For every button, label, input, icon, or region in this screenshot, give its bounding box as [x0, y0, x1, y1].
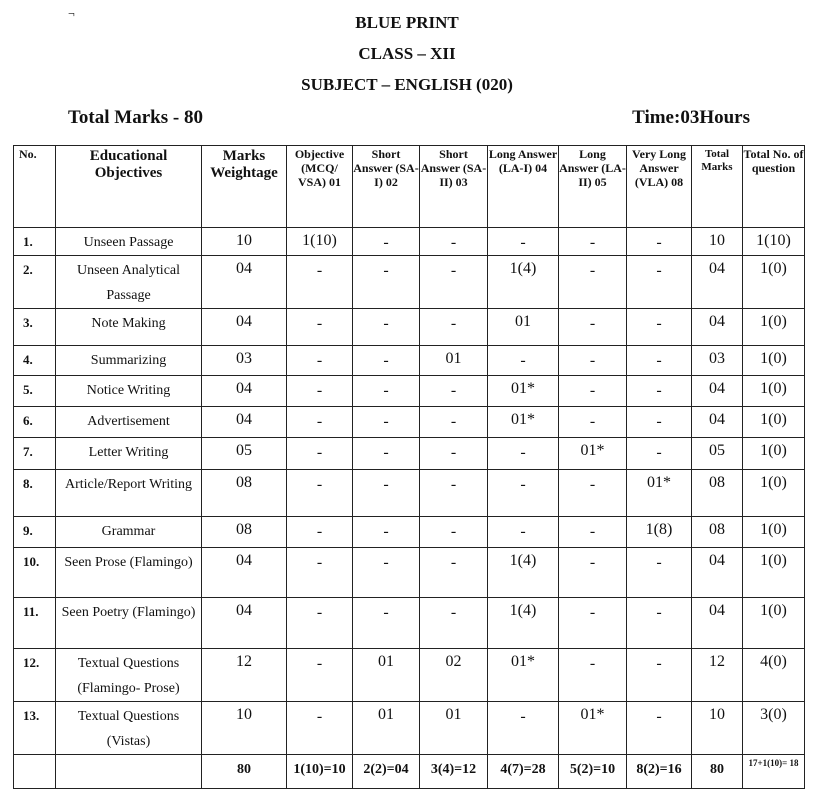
row-marks: 08 [202, 470, 287, 517]
row-objective: Unseen Analytical Passage [56, 256, 202, 309]
row-sa1: - [353, 517, 420, 548]
row-objective: Article/Report Writing [56, 470, 202, 517]
doc-title: BLUE PRINT [355, 13, 459, 32]
row-vla: - [627, 376, 692, 407]
row-objective: Unseen Passage [56, 228, 202, 256]
row-objective: Textual Questions (Vistas) [56, 702, 202, 755]
row-la1: - [488, 346, 559, 376]
row-la1: 01 [488, 309, 559, 346]
table-row [14, 649, 805, 702]
row-vla: - [627, 228, 692, 256]
table-row [14, 309, 805, 346]
row-objective-mcq: - [287, 346, 353, 376]
row-total-questions: 1(10) [743, 228, 805, 256]
row-vla: - [627, 598, 692, 649]
row-sa1: - [353, 470, 420, 517]
row-sa1: 01 [353, 702, 420, 755]
row-no: 3. [14, 309, 56, 346]
row-sa2: - [420, 376, 488, 407]
row-objective-mcq: - [287, 438, 353, 470]
row-sa2: 02 [420, 649, 488, 702]
row-marks: 10 [202, 228, 287, 256]
row-vla: - [627, 407, 692, 438]
total-row-marks: 80 [202, 755, 287, 789]
row-marks: 12 [202, 649, 287, 702]
row-marks: 04 [202, 598, 287, 649]
row-vla: - [627, 256, 692, 309]
row-la2: - [559, 470, 627, 517]
row-vla: - [627, 649, 692, 702]
row-marks: 10 [202, 702, 287, 755]
header-no: No. [14, 146, 56, 228]
row-la1: 1(4) [488, 598, 559, 649]
row-vla: - [627, 702, 692, 755]
row-objective: Seen Poetry (Flamingo) [56, 598, 202, 649]
row-no: 6. [14, 407, 56, 438]
row-objective: Advertisement [56, 407, 202, 438]
row-marks: 04 [202, 376, 287, 407]
row-total-marks: 12 [692, 649, 743, 702]
header-marks: Marks Weightage [202, 146, 287, 228]
row-objective: Letter Writing [56, 438, 202, 470]
row-total-questions: 1(0) [743, 548, 805, 598]
header-row [14, 146, 805, 228]
table-row [14, 702, 805, 755]
corner-mark: ¬ [68, 6, 75, 20]
row-sa1: - [353, 407, 420, 438]
row-objective-mcq: - [287, 407, 353, 438]
header-total-questions: Total No. of question [743, 146, 805, 228]
table-row [14, 376, 805, 407]
header-la1: Long Answer (LA-I) 04 [488, 146, 559, 228]
row-marks: 04 [202, 256, 287, 309]
row-vla: - [627, 548, 692, 598]
table-row [14, 438, 805, 470]
row-objective-mcq: - [287, 256, 353, 309]
row-sa2: - [420, 517, 488, 548]
row-total-marks: 04 [692, 376, 743, 407]
header-sa2: Short Answer (SA-II) 03 [420, 146, 488, 228]
row-sa1: - [353, 548, 420, 598]
row-sa2: - [420, 598, 488, 649]
row-total-questions: 1(0) [743, 438, 805, 470]
row-la2: 01* [559, 702, 627, 755]
row-sa1: - [353, 256, 420, 309]
row-objective-mcq: - [287, 470, 353, 517]
row-vla: - [627, 438, 692, 470]
header-la2: Long Answer (LA-II) 05 [559, 146, 627, 228]
row-no: 7. [14, 438, 56, 470]
row-total-marks: 10 [692, 228, 743, 256]
class-label: CLASS – XII [358, 44, 456, 63]
row-la2: - [559, 407, 627, 438]
row-total-questions: 1(0) [743, 346, 805, 376]
row-total-questions: 1(0) [743, 256, 805, 309]
row-la1: - [488, 517, 559, 548]
header-total-marks: Total Marks [692, 146, 743, 228]
row-no: 5. [14, 376, 56, 407]
row-total-questions: 1(0) [743, 470, 805, 517]
row-objective-mcq: - [287, 548, 353, 598]
row-la2: - [559, 376, 627, 407]
header-vla: Very Long Answer (VLA) 08 [627, 146, 692, 228]
row-total-marks: 04 [692, 598, 743, 649]
total-row-total-questions: 17+1(10)= 18 [743, 755, 805, 789]
row-la2: - [559, 346, 627, 376]
row-la2: - [559, 256, 627, 309]
row-sa1: - [353, 346, 420, 376]
row-total-marks: 03 [692, 346, 743, 376]
row-total-questions: 4(0) [743, 649, 805, 702]
row-objective-mcq: - [287, 376, 353, 407]
table-row [14, 346, 805, 376]
time-label: Time:03Hours [632, 107, 750, 128]
row-la2: - [559, 228, 627, 256]
row-sa2: 01 [420, 702, 488, 755]
row-no: 12. [14, 649, 56, 702]
row-objective: Grammar [56, 517, 202, 548]
total-marks-label: Total Marks - 80 [68, 107, 203, 128]
row-total-questions: 1(0) [743, 517, 805, 548]
blueprint-table [13, 145, 805, 789]
total-row-objective [56, 755, 202, 789]
row-objective: Seen Prose (Flamingo) [56, 548, 202, 598]
row-sa2: - [420, 228, 488, 256]
row-no: 1. [14, 228, 56, 256]
row-sa2: 01 [420, 346, 488, 376]
table-row [14, 517, 805, 548]
row-marks: 08 [202, 517, 287, 548]
row-total-marks: 05 [692, 438, 743, 470]
row-no: 13. [14, 702, 56, 755]
row-no: 9. [14, 517, 56, 548]
table-row [14, 470, 805, 517]
row-objective-mcq: 1(10) [287, 228, 353, 256]
row-objective: Textual Questions (Flamingo- Prose) [56, 649, 202, 702]
row-la1: 01* [488, 376, 559, 407]
row-sa1: - [353, 598, 420, 649]
row-la1: 1(4) [488, 548, 559, 598]
row-sa2: - [420, 438, 488, 470]
row-marks: 05 [202, 438, 287, 470]
row-no: 4. [14, 346, 56, 376]
row-total-marks: 10 [692, 702, 743, 755]
row-marks: 04 [202, 309, 287, 346]
total-row-sa1: 2(2)=04 [353, 755, 420, 789]
row-total-marks: 08 [692, 470, 743, 517]
row-objective-mcq: - [287, 309, 353, 346]
row-marks: 04 [202, 407, 287, 438]
row-la1: 01* [488, 407, 559, 438]
row-la1: 1(4) [488, 256, 559, 309]
row-la1: - [488, 470, 559, 517]
row-marks: 04 [202, 548, 287, 598]
total-row-vla: 8(2)=16 [627, 755, 692, 789]
total-row-total-marks: 80 [692, 755, 743, 789]
row-la2: - [559, 309, 627, 346]
row-la2: - [559, 548, 627, 598]
row-sa2: - [420, 548, 488, 598]
row-no: 8. [14, 470, 56, 517]
row-sa2: - [420, 470, 488, 517]
row-vla: 1(8) [627, 517, 692, 548]
total-row-sa2: 3(4)=12 [420, 755, 488, 789]
row-sa1: - [353, 376, 420, 407]
row-total-marks: 04 [692, 309, 743, 346]
subject-label: SUBJECT – ENGLISH (020) [301, 75, 513, 94]
total-row-objective-mcq: 1(10)=10 [287, 755, 353, 789]
table-row [14, 256, 805, 309]
row-sa1: - [353, 228, 420, 256]
table-row [14, 598, 805, 649]
row-total-marks: 04 [692, 407, 743, 438]
totals-row [14, 755, 805, 789]
row-total-marks: 08 [692, 517, 743, 548]
row-total-questions: 1(0) [743, 407, 805, 438]
row-sa1: 01 [353, 649, 420, 702]
row-sa2: - [420, 309, 488, 346]
header-objectives: Educational Objectives [56, 146, 202, 228]
row-marks: 03 [202, 346, 287, 376]
row-vla: - [627, 309, 692, 346]
row-no: 10. [14, 548, 56, 598]
row-total-marks: 04 [692, 256, 743, 309]
total-row-la2: 5(2)=10 [559, 755, 627, 789]
table-row [14, 548, 805, 598]
row-objective-mcq: - [287, 517, 353, 548]
row-sa1: - [353, 438, 420, 470]
row-total-questions: 1(0) [743, 309, 805, 346]
row-la2: - [559, 598, 627, 649]
row-vla: - [627, 346, 692, 376]
row-la1: - [488, 228, 559, 256]
row-la2: 01* [559, 438, 627, 470]
row-total-questions: 1(0) [743, 598, 805, 649]
row-no: 2. [14, 256, 56, 309]
header-sa1: Short Answer (SA-I) 02 [353, 146, 420, 228]
table-row [14, 228, 805, 256]
row-objective: Notice Writing [56, 376, 202, 407]
row-total-questions: 1(0) [743, 376, 805, 407]
row-la2: - [559, 649, 627, 702]
row-sa2: - [420, 407, 488, 438]
table-row [14, 407, 805, 438]
row-la1: 01* [488, 649, 559, 702]
row-objective-mcq: - [287, 702, 353, 755]
row-la2: - [559, 517, 627, 548]
header-objective: Objective (MCQ/ VSA) 01 [287, 146, 353, 228]
row-la1: - [488, 438, 559, 470]
row-objective: Summarizing [56, 346, 202, 376]
total-row-la1: 4(7)=28 [488, 755, 559, 789]
total-row-no [14, 755, 56, 789]
row-total-marks: 04 [692, 548, 743, 598]
row-objective-mcq: - [287, 598, 353, 649]
row-la1: - [488, 702, 559, 755]
row-total-questions: 3(0) [743, 702, 805, 755]
row-no: 11. [14, 598, 56, 649]
row-objective-mcq: - [287, 649, 353, 702]
row-objective: Note Making [56, 309, 202, 346]
row-sa2: - [420, 256, 488, 309]
row-vla: 01* [627, 470, 692, 517]
row-sa1: - [353, 309, 420, 346]
